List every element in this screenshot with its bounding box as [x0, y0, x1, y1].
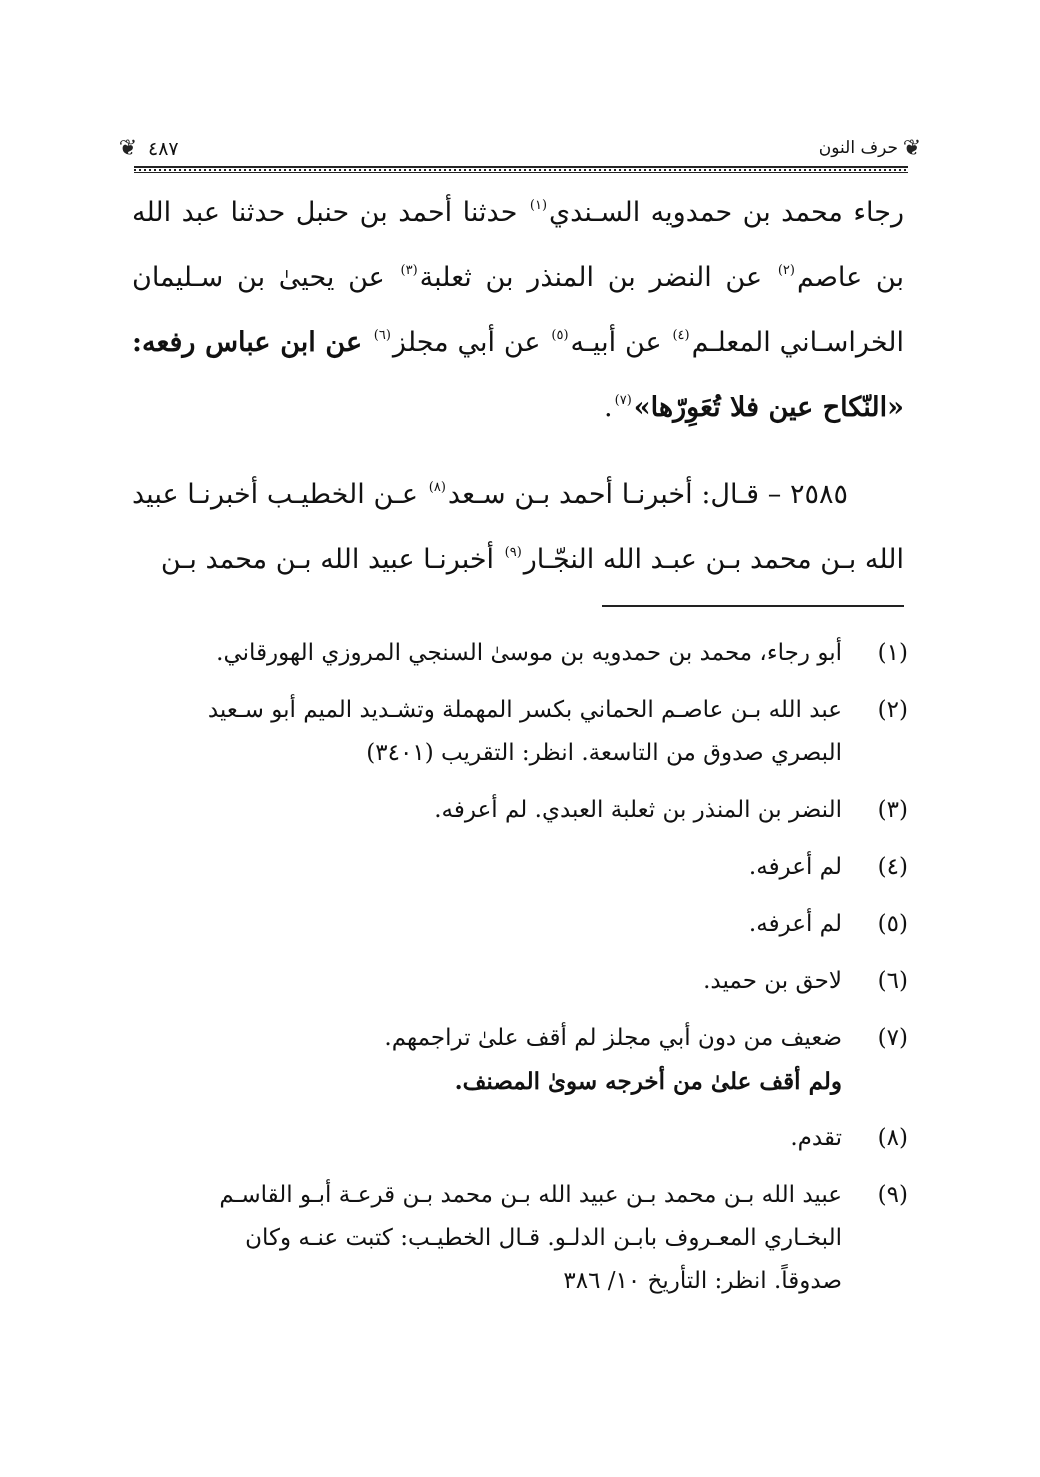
footnote-number: (٩)	[877, 1182, 908, 1208]
footnote-ref[interactable]: (٨)	[428, 480, 446, 495]
footnote-number: (٨)	[877, 1125, 908, 1151]
footnote-number: (٢)	[877, 697, 908, 723]
footnote-separator	[602, 605, 904, 607]
ornament-icon: ❦	[118, 136, 138, 161]
ornament-icon: ❦	[902, 136, 922, 161]
footnote-number: (٥)	[877, 911, 908, 937]
footnote-item: (١) أبو رجاء، محمد بن حمدويه بن موسىٰ السنجي المروزي الهورقاني.	[134, 632, 908, 675]
chapter-title: حرف النون	[818, 138, 898, 158]
footnote-item: (٤) لم أعرفه.	[134, 846, 908, 889]
footnote-item: (٧) ضعيف من دون أبي مجلز لم أقف علىٰ تراجمهم. ولم أقف علىٰ من أخرجه سوىٰ المصنف.	[134, 1017, 908, 1103]
footnote-ref[interactable]: (٣)	[400, 263, 418, 278]
header-rule	[134, 166, 908, 173]
footnote-number: (٧)	[877, 1025, 908, 1051]
main-text	[132, 180, 904, 592]
footnote-ref[interactable]: (٧)	[614, 393, 632, 408]
footnote-ref[interactable]: (٢)	[777, 263, 795, 278]
footnote-item: (٦) لاحق بن حميد.	[134, 960, 908, 1003]
footnote-item: (٨) تقدم.	[134, 1117, 908, 1160]
hadith-text: عن ابن عباس رفعه: «النّكاح عين فلا تُعَوِرّها»	[132, 327, 904, 423]
footnote-item: (٢) عبد الله بـن عاصـم الحماني بكسر المهملة وتشـديد الميم أبو سـعيد البصري صدوق من التاسعة. انظر: التقريب (٣٤٠١)	[134, 689, 908, 775]
footnote-number: (١)	[877, 640, 908, 666]
paragraph: رجاء محمد بن حمدويه السـندي$^{(١)}$ حدثنا أحمد بن حنبل حدثنا عبد الله بن عاصم$^{(٢)}$ عن النضر بن المنذر بن ثعلبة$^{(٣)}$ عن يحيىٰ بن سـليمان الخراسـاني المعلـم$^{(٤)}$ عن أبيـه$^{(٥)}$ عن أبي مجلز$^{(٦)}$ عن ابن عباس رفعه: «النّكاح عين فلا تُعَوِرّها»$^{(٧)}$.	[132, 197, 904, 423]
footnote-ref[interactable]: (١)	[529, 198, 548, 213]
footnote-item: (٣) النضر بن المنذر بن ثعلبة العبدي. لم أعرفه.	[134, 789, 908, 832]
footnote-ref[interactable]: (٩)	[504, 545, 522, 560]
page-number: ٤٨٧	[148, 138, 179, 160]
footnote-number: (٦)	[877, 968, 908, 994]
paragraph: ٢٥٨٥ – قـال: أخبرنـا أحمد بـن سـعد$^{(٨)}$ عـن الخطيـب أخبرنـا عبيد الله بـن محمد بـن عبـد الله النجّـار$^{(٩)}$ أخبرنـا عبيد الله بـن محمد بـن	[132, 479, 904, 575]
footnote-number: (٣)	[877, 797, 908, 823]
footnote-item: (٩) عبيد الله بـن محمد بـن عبيد الله بـن محمد بـن قرعـة أبـو القاسـم البخـاري المعـروف بابـن الدلـو. قـال الخطيـب: كتبت عنـه وكان صدوقاً. انظر: التأريخ ١٠/ ٣٨٦	[134, 1174, 908, 1303]
running-header	[118, 124, 922, 176]
footnote-ref[interactable]: (٦)	[373, 328, 391, 343]
footnote-ref[interactable]: (٥)	[551, 328, 569, 343]
footnote-number: (٤)	[877, 854, 908, 880]
footnote-item: (٥) لم أعرفه.	[134, 903, 908, 946]
footnote-ref[interactable]: (٤)	[672, 328, 690, 343]
footnotes	[134, 632, 908, 1317]
